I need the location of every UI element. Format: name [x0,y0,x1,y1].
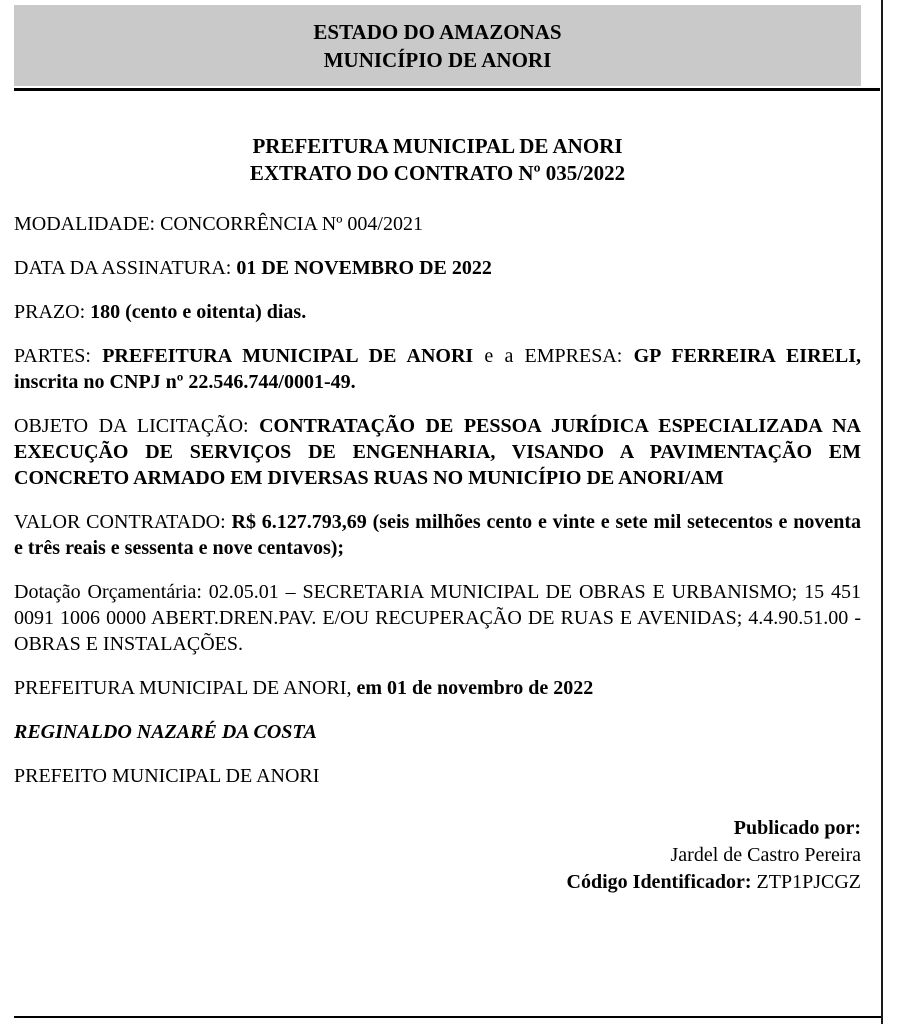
header-line-state: ESTADO DO AMAZONAS [313,20,562,44]
footer-publicado-por [14,815,861,842]
paragraph-prazo [14,299,861,325]
text-run: REGINALDO NAZARÉ DA COSTA [14,721,317,743]
document-body [14,211,861,789]
paragraph-objeto [14,413,861,491]
paragraph-modalidade [14,211,861,237]
text-run: em 01 de novembro de 2022 [356,677,594,699]
text-run: CONTRATAÇÃO DE PESSOA JURÍDICA ESPECIALIZADA NA EXECUÇÃO DE SERVIÇOS DE ENGENHARIA, VISANDO A PAVIMENTAÇÃO EM CONCRETO ARMADO EM DIVERSAS RUAS NO MUNICÍPIO DE ANORI/AM [14,415,861,489]
text-run: PREFEITURA MUNICIPAL DE ANORI, [14,677,357,699]
text-run: GP FERREIRA EIRELI, inscrita no CNPJ nº 22.546.744/0001-49. [14,345,861,393]
text-run: PREFEITURA MUNICIPAL DE ANORI [102,345,474,367]
bottom-divider [14,1016,881,1018]
footer-codigo-identificador [14,869,861,896]
page-border-right [881,0,883,1024]
text-run: R$ 6.127.793,69 (seis milhões cento e vinte e sete mil setecentos e noventa e três reais e sessenta e nove centavos); [14,511,861,559]
paragraph-valor [14,509,861,561]
title-line-prefeitura: PREFEITURA MUNICIPAL DE ANORI [252,134,623,158]
text-run: MODALIDADE: CONCORRÊNCIA Nº 004/2021 [14,213,423,235]
text-run: ZTP1PJCGZ [751,871,861,893]
text-run: Código Identificador: [566,871,752,893]
paragraph-dotacao [14,579,861,657]
document-header [14,5,861,86]
header-divider [14,88,880,91]
text-run: PRAZO: [14,301,91,323]
text-run: PARTES: [14,345,103,367]
text-run: 01 DE NOVEMBRO DE 2022 [236,257,492,279]
text-run: PREFEITO MUNICIPAL DE ANORI [14,765,320,787]
footer-publisher-name [14,842,861,869]
paragraph-partes [14,343,861,395]
text-run: DATA DA ASSINATURA: [14,257,237,279]
document-title [14,133,861,187]
publication-footer [14,815,861,896]
text-run: 180 (cento e oitenta) dias. [90,301,307,323]
text-run: Dotação Orçamentária: 02.05.01 – SECRETARIA MUNICIPAL DE OBRAS E URBANISMO; 15 451 0091 1006 0000 ABERT.DREN.PAV. E/OU RECUPERAÇÃO DE RUAS E AVENIDAS; 4.4.90.51.00 - OBRAS E INSTALAÇÕES. [14,581,861,655]
paragraph-assinatura-nome [14,719,861,745]
text-run: VALOR CONTRATADO: [14,511,232,533]
paragraph-data-assinatura [14,255,861,281]
text-run: e a EMPRESA: [473,345,634,367]
paragraph-cargo [14,763,861,789]
header-line-municipality: MUNICÍPIO DE ANORI [323,48,552,72]
text-run: Publicado por: [733,817,861,839]
title-line-extrato: EXTRATO DO CONTRATO Nº 035/2022 [249,161,626,185]
paragraph-local-data [14,675,861,701]
text-run: OBJETO DA LICITAÇÃO: [14,415,260,437]
text-run: Jardel de Castro Pereira [670,844,861,866]
